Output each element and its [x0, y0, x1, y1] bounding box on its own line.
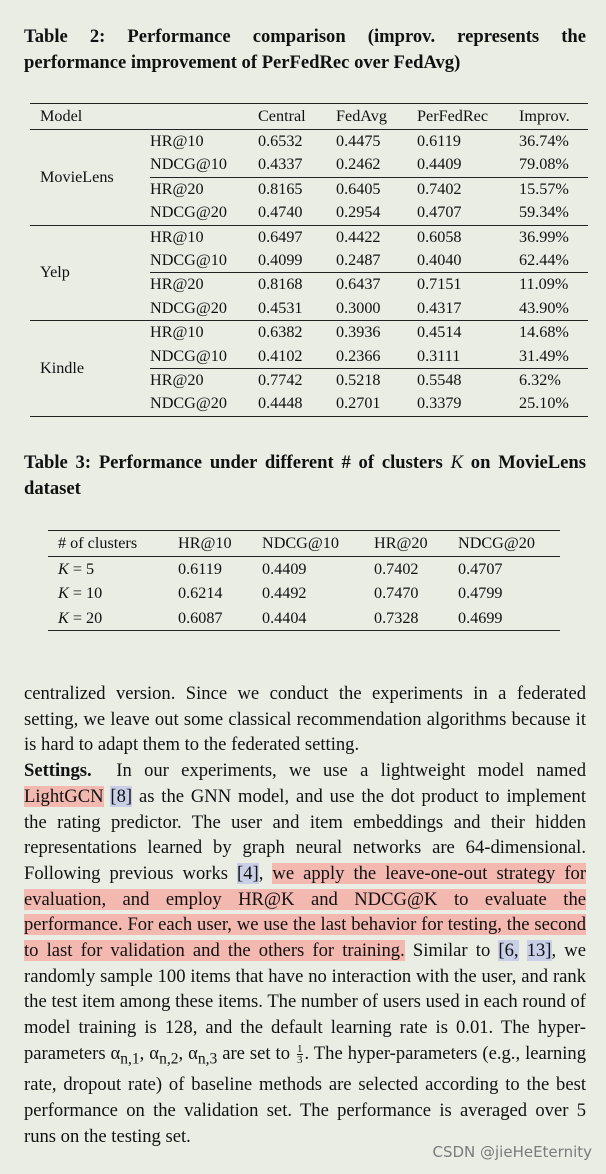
table3-caption	[24, 450, 586, 502]
table3-value-cell: 0.4492	[262, 584, 307, 603]
table2-value-cell: 0.6437	[336, 273, 417, 297]
table2-header-row	[30, 104, 588, 130]
body-s9: . The hyper-parameters (e.g., learning rate, dropout rate) of baseline methods are selected according to the best performance on the validation set. The performance is averaged over 5 runs on the testing set.	[24, 1042, 586, 1147]
body-s4: Similar to	[412, 940, 491, 962]
citation-8-link[interactable]: [8]	[110, 785, 133, 807]
table3-value-cell: 0.7402	[374, 560, 419, 578]
table2-row	[30, 225, 588, 249]
table2-value-cell: 25.10%	[519, 392, 588, 416]
body-p1: centralized version. Since we conduct the experiments in a federated setting, we leave out some classical recommendation algorithms because it is hard to adapt them to the federated setting.	[24, 683, 586, 756]
table3-value-cell: 0.7328	[374, 606, 458, 631]
table3-row	[48, 557, 560, 582]
table2-value-cell: 0.8168	[258, 273, 336, 297]
table2-value-cell: 15.57%	[519, 177, 588, 201]
table3-value-cell: 0.7470	[374, 584, 419, 603]
table2-value-cell: 0.4514	[417, 321, 519, 345]
table3-value-cell: 0.4404	[262, 606, 374, 631]
table3-k-cell: K = 5	[58, 560, 95, 578]
table2-value-cell: 0.6382	[258, 321, 336, 345]
table3-value-cell: 0.4707	[458, 560, 503, 578]
table2-metric-cell: HR@20	[150, 369, 258, 393]
table2-header-central: Central	[258, 104, 336, 130]
table3-value-cell: 0.4409	[262, 560, 307, 578]
table2-value-cell: 0.3000	[336, 298, 381, 317]
table2-value-cell: 0.6405	[336, 177, 417, 201]
table2-metric-cell: HR@10	[150, 132, 204, 150]
table2-value-cell: 0.6058	[417, 225, 519, 249]
alpha-sub-1: n,1	[120, 1050, 140, 1068]
settings-label: Settings.	[24, 760, 92, 782]
table2-value-cell: 0.4409	[417, 155, 462, 174]
table2-value-cell: 0.4337	[258, 155, 303, 174]
table2-header-perfedrec: PerFedRec	[417, 104, 519, 130]
table3-value-cell: 0.6119	[178, 560, 222, 578]
body-s2: as the GNN model, and use the dot product to implement the rating predictor. The user and item embeddings and their hidden representations learned by graph neural networks are 64-dimensional. Following previous works	[24, 785, 586, 884]
table3-header-clusters: # of clusters	[48, 531, 178, 557]
table2-metric-cell: NDCG@20	[150, 298, 227, 317]
table3-caption-pre: Table 3: Performance under different # of clusters	[24, 452, 443, 473]
table2-value-cell: 0.2954	[336, 203, 381, 222]
table2-value-cell: 0.8165	[258, 177, 336, 201]
table2-header-model: Model	[30, 104, 150, 130]
body-s6: , α	[139, 1042, 160, 1064]
citation-13-link[interactable]: 13]	[526, 940, 552, 962]
table2-performance-comparison	[30, 103, 588, 417]
k-variable: K	[58, 560, 69, 578]
table2-value-cell: 0.4317	[417, 298, 462, 317]
table2-value-cell: 0.6497	[258, 225, 336, 249]
lightgcn-highlight: LightGCN	[24, 785, 104, 807]
table3-body	[48, 557, 560, 631]
table3-row	[48, 606, 560, 631]
table2-metric-cell: HR@10	[150, 225, 258, 249]
table2-metric-cell: HR@20	[150, 177, 258, 201]
table2-header-improv: Improv.	[519, 104, 588, 130]
table2-value-cell: 0.4448	[258, 392, 336, 416]
body-s5: , we randomly sample 100 items that have no interaction with the user, and rank the test item among these items. The number of users used in each round of model training is 128, and the default learning rate is 0.01. The hyper-parameters α	[24, 940, 586, 1064]
table2-value-cell: 59.34%	[519, 203, 569, 222]
body-s8: are set to	[222, 1042, 290, 1064]
table2-value-cell: 11.09%	[519, 273, 588, 297]
table2-value-cell: 0.3936	[336, 321, 417, 345]
table2-value-cell: 0.2701	[336, 392, 417, 416]
table2-value-cell: 0.2462	[336, 155, 381, 174]
table2-value-cell: 0.4707	[417, 203, 462, 222]
table2-value-cell: 0.4102	[258, 346, 303, 365]
table2-metric-cell: NDCG@10	[150, 251, 227, 270]
table2-value-cell: 0.5218	[336, 369, 417, 393]
table2-metric-cell: NDCG@20	[150, 203, 227, 222]
body-s3: ,	[258, 862, 273, 884]
table3-k-cell: K = 10	[58, 584, 103, 603]
fraction-denominator: 3	[297, 1054, 303, 1067]
table2-metric-cell: NDCG@10	[150, 155, 227, 174]
alpha-sub-3: n,3	[197, 1050, 218, 1068]
table3-header-ndcg10: NDCG@10	[262, 531, 374, 557]
table3-value-cell: 0.4799	[458, 584, 503, 603]
table2-body	[30, 130, 588, 417]
body-s1: In our experiments, we use a lightweight model named	[116, 760, 587, 782]
table2-dataset-cell: Yelp	[30, 225, 150, 321]
table2-value-cell: 0.7742	[258, 369, 336, 393]
k-variable: K	[58, 608, 69, 627]
table2-value-cell: 0.2487	[336, 251, 381, 270]
table2-value-cell: 31.49%	[519, 346, 569, 365]
table2-value-cell: 0.5548	[417, 369, 519, 393]
body-paragraph	[24, 681, 586, 1149]
table2-value-cell: 36.99%	[519, 225, 588, 249]
citation-4-link[interactable]: [4]	[237, 862, 259, 884]
table2-row	[30, 130, 588, 154]
table2-value-cell: 79.08%	[519, 155, 569, 174]
table3-caption-var: K	[450, 452, 463, 473]
table2-dataset-cell: Kindle	[30, 321, 150, 417]
table3-header-row	[48, 531, 560, 557]
table2-value-cell: 0.4422	[336, 225, 417, 249]
table2-caption: Table 2: Performance comparison (improv. represents the performance improvement of PerFedRec over FedAvg)	[24, 26, 586, 73]
table3-value-cell: 0.6214	[178, 584, 223, 603]
table2-value-cell: 0.3111	[417, 346, 461, 365]
table3-value-cell: 0.4699	[458, 606, 560, 631]
table2-metric-cell: NDCG@10	[150, 346, 227, 365]
table2-metric-cell: HR@10	[150, 321, 258, 345]
table2-row	[30, 321, 588, 345]
table2-value-cell: 0.4531	[258, 298, 303, 317]
table2-value-cell: 0.2366	[336, 346, 381, 365]
fraction-numerator: 1	[297, 1043, 303, 1056]
k-variable: K	[58, 584, 69, 603]
table3-k-cell: K = 20	[48, 606, 178, 631]
table2-value-cell: 0.4099	[258, 251, 303, 270]
table2-header-metric	[150, 104, 258, 130]
table2-metric-cell: NDCG@20	[150, 392, 258, 416]
table3-header-ndcg20: NDCG@20	[458, 531, 560, 557]
table2-value-cell: 0.4740	[258, 203, 303, 222]
table3-header-hr10: HR@10	[178, 531, 262, 557]
table3-clusters	[48, 530, 560, 631]
table2-value-cell: 36.74%	[519, 132, 569, 150]
evaluation-highlight: we apply the leave-one-out strategy for evaluation, and employ HR@K and NDCG@K to evaluate the performance. For each user, we use the last behavior for testing, the second to last for validation and the others for training.	[24, 862, 587, 962]
table2-value-cell: 0.7402	[417, 177, 519, 201]
table2-value-cell: 62.44%	[519, 251, 569, 270]
alpha-sub-2: n,2	[159, 1050, 179, 1068]
table2-value-cell: 43.90%	[519, 298, 569, 317]
table3-row	[48, 581, 560, 605]
table3-value-cell: 0.6087	[178, 606, 262, 631]
table2-dataset-cell: MovieLens	[40, 167, 114, 186]
table2-value-cell: 0.3379	[417, 392, 519, 416]
table2-value-cell: 0.6532	[258, 132, 303, 150]
table2-value-cell: 14.68%	[519, 321, 588, 345]
table2-header-fedavg: FedAvg	[336, 104, 417, 130]
table3-header-hr20: HR@20	[374, 531, 458, 557]
table2-value-cell: 6.32%	[519, 369, 588, 393]
table3-caption-post: on MovieLens dataset	[24, 452, 586, 499]
citation-6-link[interactable]: [6,	[498, 940, 519, 962]
fraction-one-third	[297, 1044, 303, 1065]
body-s7: , α	[178, 1042, 198, 1064]
csdn-watermark: CSDN @jieHeEternity	[432, 1143, 592, 1161]
table2-value-cell: 0.4040	[417, 251, 462, 270]
table2-metric-cell: HR@20	[150, 273, 258, 297]
table2-value-cell: 0.4475	[336, 132, 381, 150]
table2-value-cell: 0.6119	[417, 132, 461, 150]
table2-value-cell: 0.7151	[417, 273, 519, 297]
